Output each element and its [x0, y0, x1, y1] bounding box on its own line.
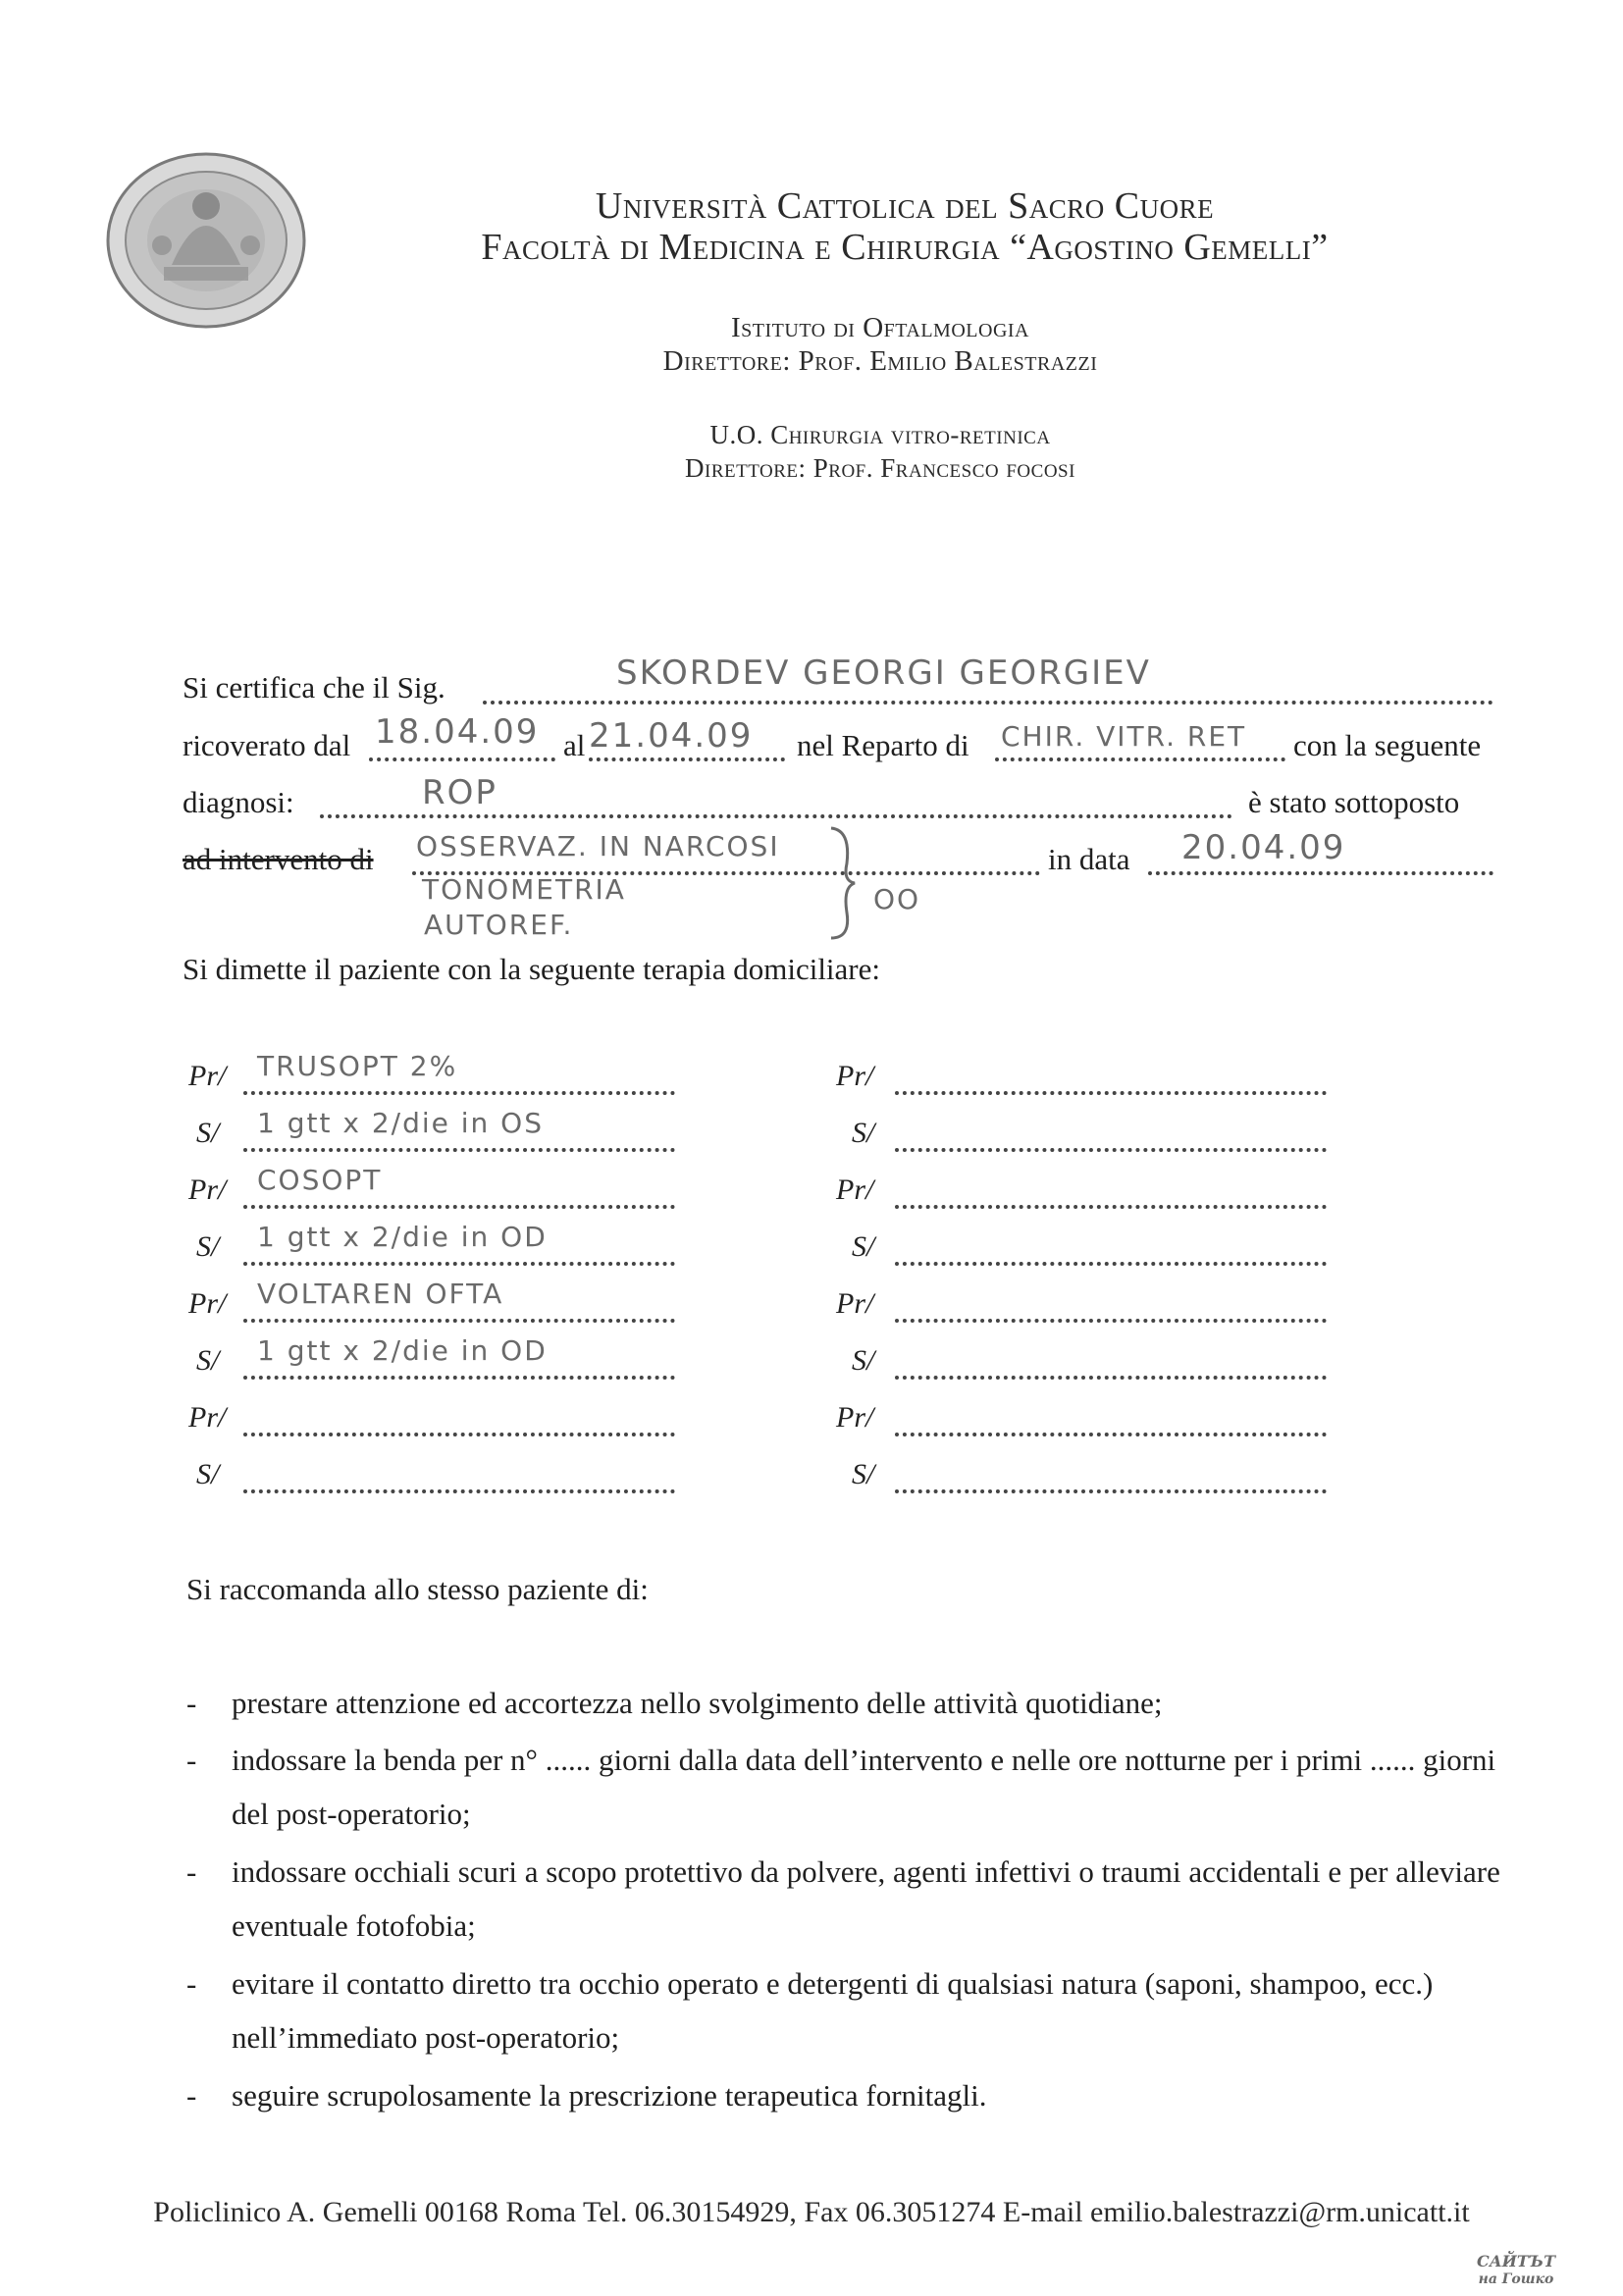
- date-label: in data: [1048, 842, 1130, 876]
- patient-name: SKORDEV GEORGI GEORGIEV: [616, 653, 1151, 693]
- footer-contact: Policlinico A. Gemelli 00168 Roma Tel. 06.30154929, Fax 06.3051274 E-mail emilio.balestrazzi@rm.unicatt.it: [153, 2196, 1470, 2228]
- rx-right-label: S/: [852, 1230, 875, 1263]
- ward-name: CHIR. VITR. RET: [1001, 720, 1247, 753]
- intervention-label: ad intervento di: [183, 842, 374, 876]
- recommendation-5: seguire scrupolosamente la prescrizione terapeutica fornitagli.: [232, 2078, 987, 2113]
- rx-left-label: Pr/: [188, 1060, 227, 1092]
- admitted-dotted-line: [369, 754, 555, 761]
- recommendation-2: indossare la benda per n° ...... giorni dalla data dell’intervento e nelle ore notturne per i primi ...... giorni del post-operatorio;: [232, 1743, 1496, 1831]
- watermark-line-2: на Гошко: [1478, 2271, 1554, 2287]
- rx-right-label: S/: [852, 1117, 875, 1149]
- ward-dotted-line: [995, 754, 1285, 761]
- rx-right-dotted-line: [895, 1486, 1327, 1493]
- intervention-line-1: OSSERVAZ. IN NARCOSI: [416, 830, 780, 862]
- rx-right-dotted-line: [895, 1201, 1327, 1209]
- rx-right-label: Pr/: [836, 1060, 874, 1092]
- date-dotted-line: [1148, 867, 1493, 875]
- rx-left-dotted-line: [243, 1372, 675, 1380]
- rx-left-value: COSOPT: [257, 1164, 383, 1196]
- rx-right-label: Pr/: [836, 1174, 874, 1206]
- rx-left-dotted-line: [243, 1144, 675, 1152]
- rx-right-dotted-line: [895, 1429, 1327, 1436]
- rx-left-dotted-line: [243, 1258, 675, 1266]
- intervention-date: 20.04.09: [1181, 828, 1346, 867]
- name-dotted-line: [483, 697, 1493, 704]
- recommendation-1: prestare attenzione ed accortezza nello svolgimento delle attività quotidiane;: [232, 1686, 1163, 1720]
- bullet-4: -: [186, 1966, 197, 2001]
- diagnosis-label: diagnosi:: [183, 785, 294, 819]
- university-name: Università Cattolica del Sacro Cuore: [595, 185, 1215, 227]
- rx-left-value: 1 gtt x 2/die in OD: [257, 1334, 548, 1367]
- rx-right-dotted-line: [895, 1258, 1327, 1266]
- watermark-line-1: САЙТЪТ: [1477, 2252, 1555, 2270]
- ward-label: nel Reparto di: [797, 728, 969, 762]
- intervention-line-2: TONOMETRIA: [422, 873, 626, 906]
- therapy-label: Si dimette il paziente con la seguente terapia domiciliare:: [183, 952, 881, 986]
- rx-left-value: VOLTAREN OFTA: [257, 1278, 504, 1310]
- rx-left-dotted-line: [243, 1087, 675, 1095]
- institute-director: Direttore: Prof. Emilio Balestrazzi: [662, 345, 1098, 377]
- rx-left-value: 1 gtt x 2/die in OD: [257, 1221, 548, 1253]
- brace-mark-icon: [829, 824, 859, 942]
- rx-left-dotted-line: [243, 1315, 675, 1323]
- rx-left-label: S/: [196, 1344, 220, 1377]
- certify-label: Si certifica che il Sig.: [183, 670, 445, 704]
- rx-left-value: 1 gtt x 2/die in OS: [257, 1107, 544, 1139]
- rx-left-dotted-line: [243, 1486, 675, 1493]
- admitted-date: 18.04.09: [375, 712, 540, 752]
- institute-name: Istituto di Oftalmologia: [731, 312, 1029, 343]
- rx-left-label: S/: [196, 1117, 220, 1149]
- unit-director: Direttore: Prof. Francesco focosi: [685, 453, 1075, 483]
- rx-right-label: S/: [852, 1458, 875, 1490]
- unit-name: U.O. Chirurgia vitro-retinica: [709, 420, 1051, 449]
- rx-left-label: Pr/: [188, 1174, 227, 1206]
- rx-right-label: Pr/: [836, 1401, 874, 1434]
- rx-right-dotted-line: [895, 1372, 1327, 1380]
- rx-left-label: Pr/: [188, 1287, 227, 1320]
- site-watermark-logo: [1442, 2253, 1590, 2288]
- rx-left-label: S/: [196, 1458, 220, 1490]
- rx-left-label: S/: [196, 1230, 220, 1263]
- rx-right-label: Pr/: [836, 1287, 874, 1320]
- rx-right-label: S/: [852, 1344, 875, 1377]
- faculty-name: Facoltà di Medicina e Chirurgia “Agostino Gemelli”: [481, 227, 1329, 268]
- ward-suffix: con la seguente: [1293, 728, 1482, 762]
- diagnosis-value: ROP: [422, 773, 497, 812]
- eye-mark: OO: [873, 883, 921, 915]
- rx-left-dotted-line: [243, 1201, 675, 1209]
- discharge-date: 21.04.09: [589, 716, 754, 756]
- admitted-label: ricoverato dal: [183, 728, 351, 762]
- recommendations-heading: Si raccomanda allo stesso paziente di:: [186, 1572, 649, 1606]
- recommendation-3: indossare occhiali scuri a scopo protettivo da polvere, agenti infettivi o traumi accidentali e per alleviare eventuale fotofobia;: [232, 1854, 1500, 1943]
- rx-left-label: Pr/: [188, 1401, 227, 1434]
- bullet-1: -: [186, 1686, 197, 1720]
- intervention-line-3: AUTOREF.: [424, 909, 574, 941]
- rx-right-dotted-line: [895, 1087, 1327, 1095]
- bullet-5: -: [186, 2078, 197, 2113]
- bullet-2: -: [186, 1743, 197, 1777]
- bullet-3: -: [186, 1854, 197, 1889]
- rx-right-dotted-line: [895, 1144, 1327, 1152]
- to-label: al: [563, 728, 586, 762]
- subjected-label: è stato sottoposto: [1248, 785, 1460, 819]
- rx-left-value: TRUSOPT 2%: [257, 1050, 458, 1082]
- recommendation-4: evitare il contatto diretto tra occhio operato e detergenti di qualsiasi natura (saponi, shampoo, ecc.) nell’immediato post-operatorio;: [232, 1966, 1434, 2055]
- rx-right-dotted-line: [895, 1315, 1327, 1323]
- rx-left-dotted-line: [243, 1429, 675, 1436]
